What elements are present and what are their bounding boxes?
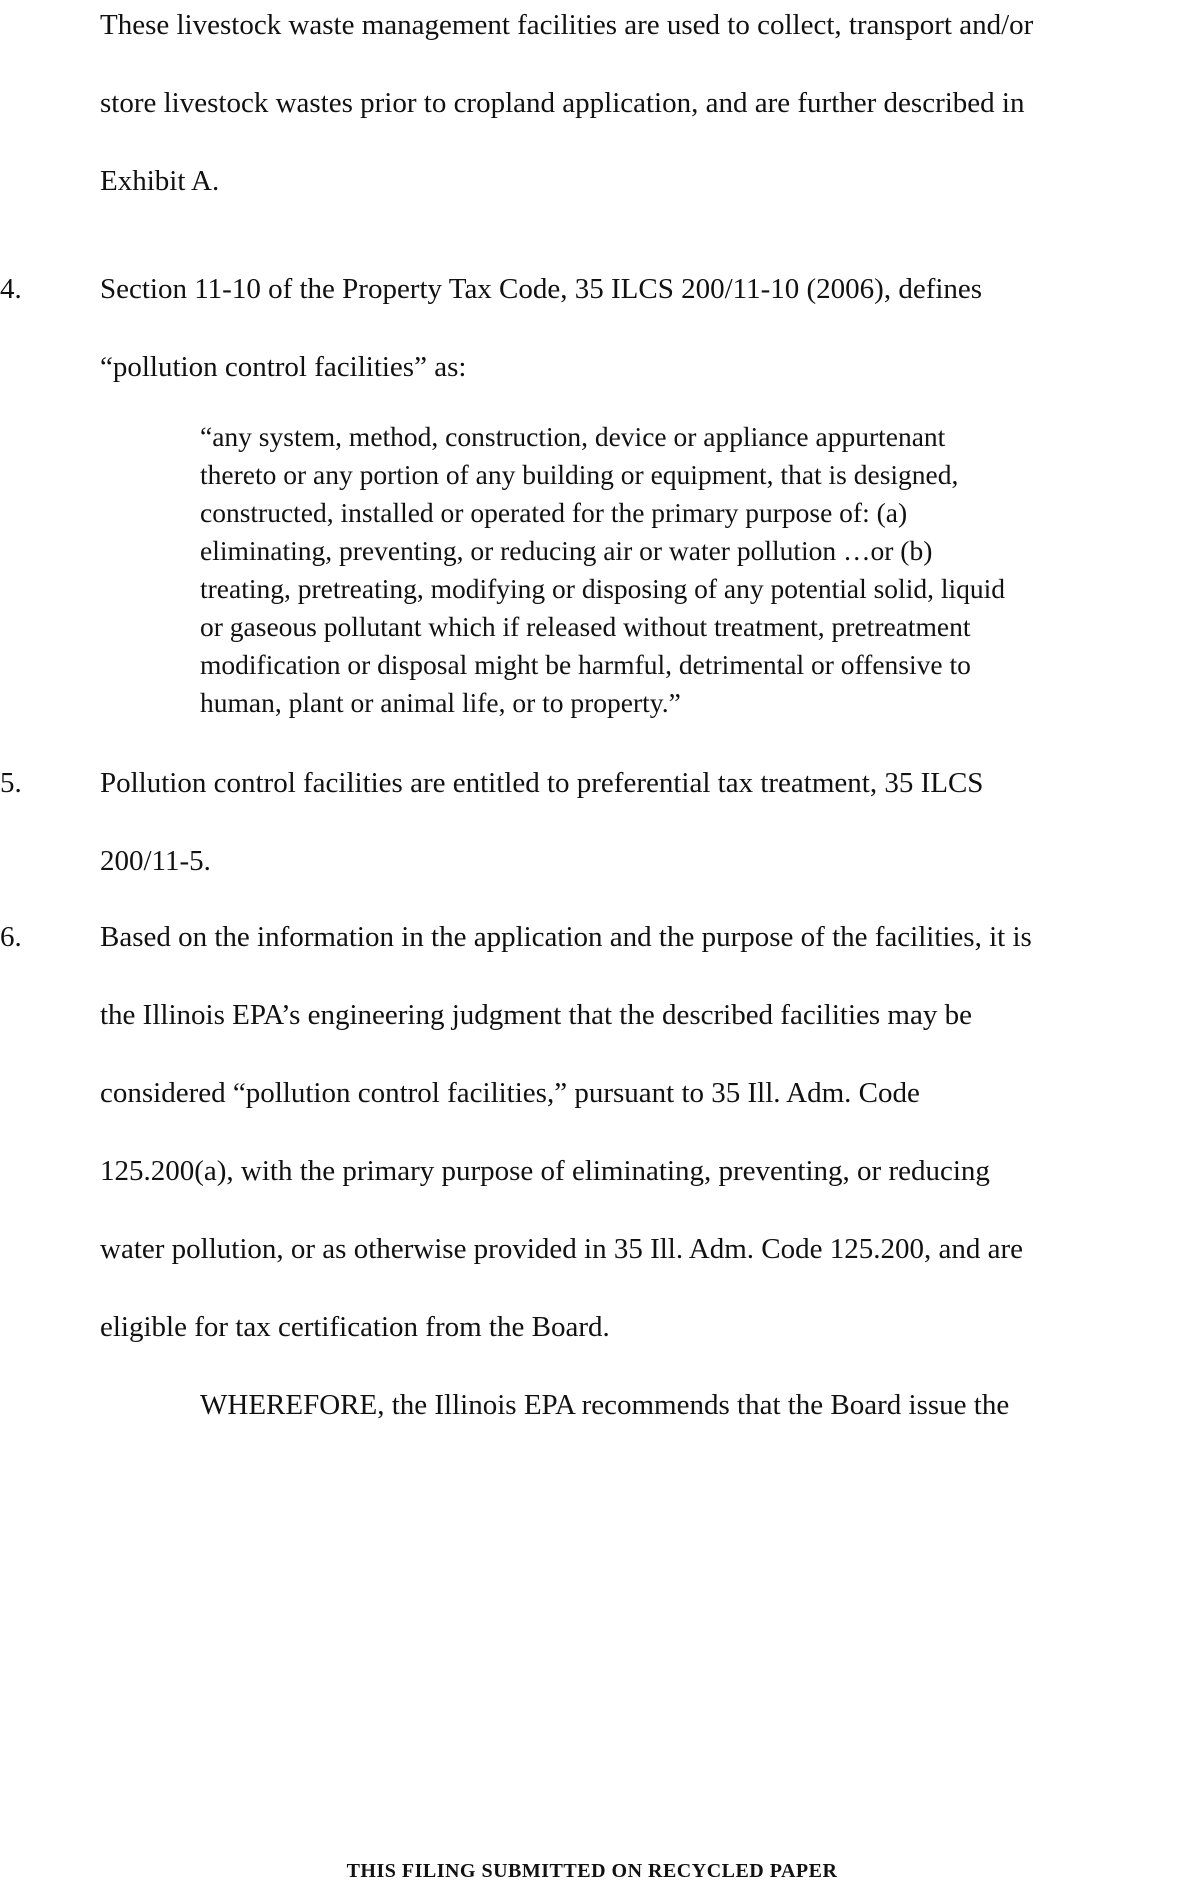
item-4-line-2: “pollution control facilities” as: (100, 351, 467, 383)
quote-line-2: thereto or any portion of any building or equipment, that is designed, (200, 459, 959, 490)
item-4-line-1: Section 11-10 of the Property Tax Code, 35 ILCS 200/11-10 (2006), defines (100, 273, 983, 305)
item-6-number: 6. (0, 921, 22, 953)
item-6-line-6: eligible for tax certification from the Board. (100, 1311, 610, 1343)
item-6-line-3: considered “pollution control facilities,” pursuant to 35 Ill. Adm. Code (100, 1077, 920, 1109)
quote-line-4: eliminating, preventing, or reducing air or water pollution …or (b) (200, 535, 933, 566)
quote-line-3: constructed, installed or operated for the primary purpose of: (a) (200, 497, 908, 528)
wherefore-line: WHEREFORE, the Illinois EPA recommends that the Board issue the (200, 1389, 1010, 1421)
item-6-line-4: 125.200(a), with the primary purpose of eliminating, preventing, or reducing (100, 1155, 990, 1187)
item-4-number: 4. (0, 273, 22, 305)
item-6-line-2: the Illinois EPA’s engineering judgment that the described facilities may be (100, 999, 972, 1031)
continuation-line-1: These livestock waste management facilities are used to collect, transport and/or (100, 9, 1034, 41)
quote-line-1: “any system, method, construction, device or appliance appurtenant (200, 421, 946, 452)
item-5-line-1: Pollution control facilities are entitled to preferential tax treatment, 35 ILCS (100, 767, 984, 799)
item-6-line-5: water pollution, or as otherwise provided in 35 Ill. Adm. Code 125.200, and are (100, 1233, 1023, 1265)
quote-line-5: treating, pretreating, modifying or disposing of any potential solid, liquid (200, 573, 1006, 604)
item-5-line-2: 200/11-5. (100, 845, 211, 877)
continuation-line-2: store livestock wastes prior to cropland application, and are further described in (100, 87, 1025, 119)
statute-quote (200, 418, 1184, 722)
quote-line-8: human, plant or animal life, or to property.” (200, 687, 681, 718)
item-5-number: 5. (0, 767, 22, 799)
recycled-paper-footer: THIS FILING SUBMITTED ON RECYCLED PAPER (346, 1860, 838, 1882)
quote-line-6: or gaseous pollutant which if released without treatment, pretreatment (200, 611, 971, 642)
quote-line-7: modification or disposal might be harmful, detrimental or offensive to (200, 649, 971, 680)
item-6-line-1: Based on the information in the application and the purpose of the facilities, it is (100, 921, 1032, 953)
continuation-line-3: Exhibit A. (100, 165, 220, 197)
